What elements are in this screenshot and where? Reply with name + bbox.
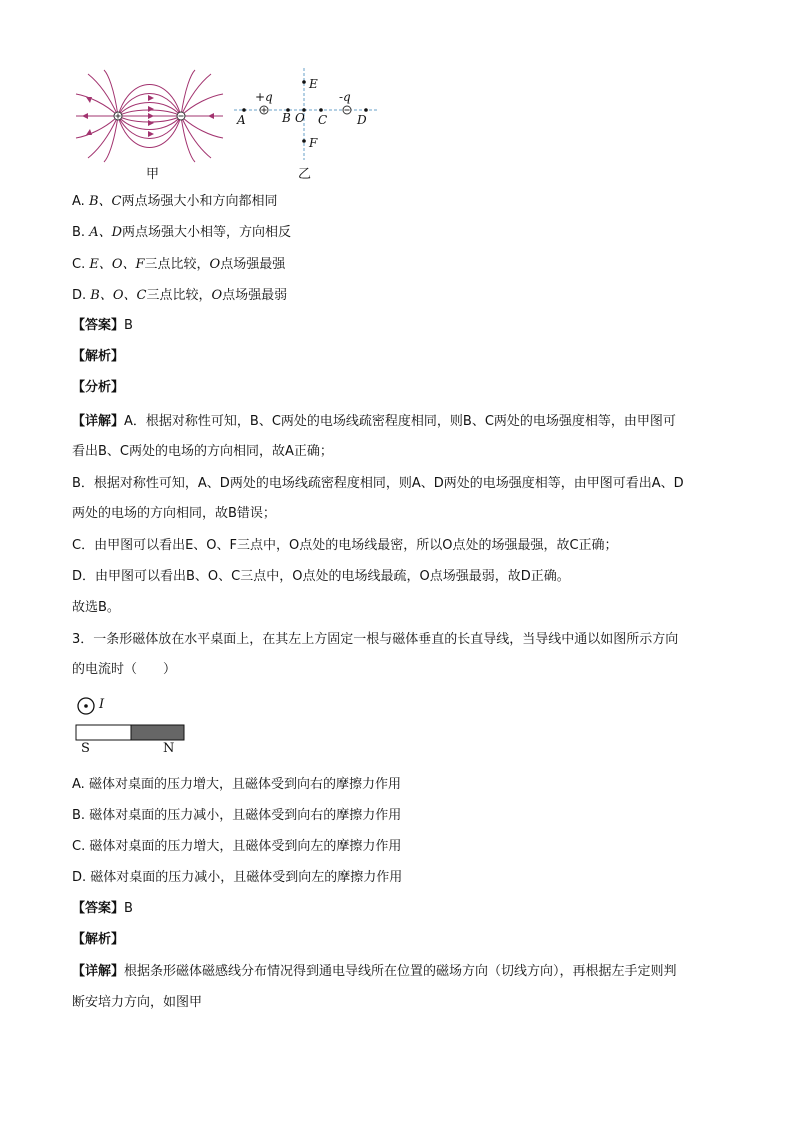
q3-option-c: C. 磁体对桌面的压力增大，且磁体受到向左的摩擦力作用 xyxy=(72,839,402,854)
magnet-figure xyxy=(72,694,192,744)
pole-n-label: N xyxy=(163,741,175,756)
caption-yi: 乙 xyxy=(298,167,312,182)
q3-option-a: A. 磁体对桌面的压力增大，且磁体受到向右的摩擦力作用 xyxy=(72,777,401,792)
q3-option-d: D. 磁体对桌面的压力减小，且磁体受到向左的摩擦力作用 xyxy=(72,870,403,885)
label-point-d: D xyxy=(357,113,367,127)
magnet-s-half xyxy=(76,725,131,740)
q2-detail-line-5: C．由甲图可以看出E、O、F三点中，O点处的电场线最密，所以O点处的场强最强，故C正确； xyxy=(72,538,618,553)
q2-option-c: C. E、O、F三点比较，O点场强最强 xyxy=(72,257,286,272)
q3-analysis-tag: 【解析】 xyxy=(72,932,125,947)
label-plus-q: +q xyxy=(255,90,273,104)
q3-detail-line-1: 【详解】根据条形磁体磁感线分布情况得到通电导线所在位置的磁场方向（切线方向），再根据左手定则判 xyxy=(72,964,677,979)
q2-detail-line-4: 两处的电场的方向相同，故B错误； xyxy=(72,506,276,521)
q2-option-d: D. B、O、C三点比较，O点场强最弱 xyxy=(72,288,288,303)
current-label: I xyxy=(99,697,105,712)
q3-stem-line-1: 3．一条形磁体放在水平桌面上，在其左上方固定一根与磁体垂直的长直导线，当导线中通以如图所示方向 xyxy=(72,632,679,647)
q2-detail-line-3: B．根据对称性可知，A、D两处的电场线疏密程度相同，则A、D两处的电场强度相等，由甲图可看出A、D xyxy=(72,476,684,491)
q2-detail-line-1: 【详解】A．根据对称性可知，B、C两处的电场线疏密程度相同，则B、C两处的电场强度相等，由甲图可 xyxy=(72,414,676,429)
label-point-f: F xyxy=(309,136,318,150)
q2-detail-line-6: D．由甲图可以看出B、O、C三点中，O点处的电场线最疏，O点场强最弱，故D正确。 xyxy=(72,569,570,584)
q2-option-a: A. B、C两点场强大小和方向都相同 xyxy=(72,194,278,209)
caption-jia: 甲 xyxy=(146,167,160,182)
q3-answer: 【答案】B xyxy=(72,901,133,916)
label-point-e: E xyxy=(309,77,318,91)
pole-s-label: S xyxy=(81,741,90,756)
label-point-o: O xyxy=(295,111,305,125)
q2-analysis-tag: 【解析】 xyxy=(72,349,125,364)
label-minus-q: -q xyxy=(339,90,351,104)
q2-detail-line-2: 看出B、C两处的电场的方向相同，故A正确； xyxy=(72,444,333,459)
magnet-n-half xyxy=(131,725,184,740)
q2-answer: 【答案】B xyxy=(72,318,133,333)
label-point-b: B xyxy=(282,111,291,125)
label-point-c: C xyxy=(318,113,328,127)
q3-stem-line-2: 的电流时（ ） xyxy=(72,662,177,677)
q2-fenxi-tag: 【分析】 xyxy=(72,380,125,395)
electric-field-figure xyxy=(68,68,388,180)
q2-conclusion: 故选B。 xyxy=(72,600,120,615)
q3-option-b: B. 磁体对桌面的压力减小，且磁体受到向右的摩擦力作用 xyxy=(72,808,402,823)
q3-detail-line-2: 断安培力方向，如图甲 xyxy=(72,995,203,1010)
q2-option-b: B. A、D两点场强大小相等，方向相反 xyxy=(72,225,292,240)
label-point-a: A xyxy=(237,113,246,127)
